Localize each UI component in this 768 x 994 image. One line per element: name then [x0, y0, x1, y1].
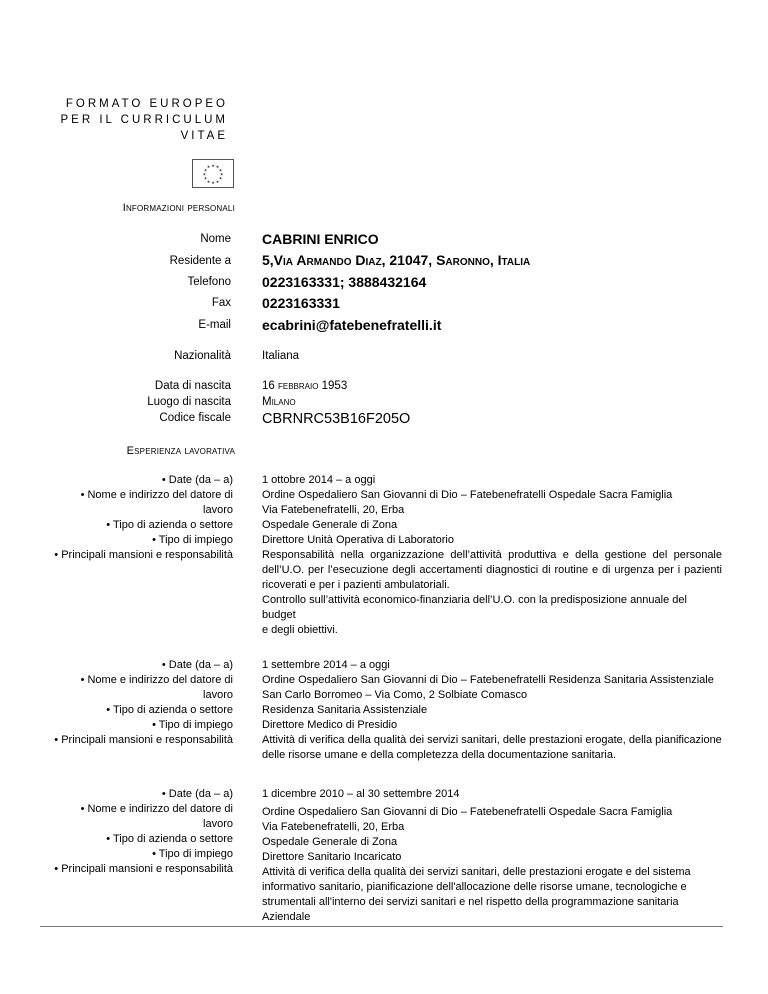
svg-text:★: ★: [218, 167, 223, 173]
name-label: Nome: [200, 233, 231, 245]
sector-label: • Tipo di azienda o settore: [106, 704, 233, 716]
eu-stars-icon: [193, 160, 233, 187]
duties-label: • Principali mansioni e responsabilità: [54, 863, 233, 875]
phone-value: 0223163331; 3888432164: [262, 274, 427, 290]
entry-dates: 1 settembre 2014 – a oggi: [262, 659, 390, 671]
nationality-label: Nazionalità: [174, 350, 231, 362]
email-label: E-mail: [198, 319, 231, 331]
entry-dates: 1 ottobre 2014 – a oggi: [262, 474, 376, 486]
svg-text:★: ★: [202, 171, 207, 177]
personal-info-heading: Informazioni personali: [122, 202, 235, 214]
dates-label: • Date (da – a): [161, 659, 233, 671]
svg-text:★: ★: [215, 178, 220, 184]
entry-sector: Ospedale Generale di Zona: [262, 836, 398, 848]
job-type-label: • Tipo di impiego: [152, 719, 233, 731]
entry-employer-address: Via Fatebenefratelli, 20, Erba: [262, 821, 405, 833]
entry-dates: 1 dicembre 2010 – al 30 settembre 2014: [262, 788, 460, 800]
experience-entry-3-labels: [33, 787, 233, 877]
employer-label: • Nome e indirizzo del datore di: [80, 803, 233, 815]
duties-label: • Principali mansioni e responsabilità: [54, 549, 233, 561]
experience-entry-2-labels: [33, 658, 233, 748]
experience-entry-3: [262, 787, 722, 925]
fax-value: 0223163331: [262, 295, 340, 311]
dates-label: • Date (da – a): [161, 474, 233, 486]
entry-duties-line: delle risorse umane e della completezza della documentazione sanitaria.: [262, 749, 617, 761]
experience-entry-1-labels: [33, 473, 233, 563]
birth-place-label: Luogo di nascita: [147, 396, 231, 408]
cv-title-line-3: VITAE: [180, 130, 228, 142]
entry-sector: Ospedale Generale di Zona: [262, 519, 398, 531]
svg-text:★: ★: [219, 171, 224, 177]
phone-label: Telefono: [187, 276, 231, 288]
entry-duties-line: ricoverati e per i pazienti ambulatoriali.: [262, 579, 450, 591]
entry-duties-line: Responsabilità nella organizzazione dell’attività produttiva e della gestione del personale: [262, 549, 722, 561]
entry-duties-line: informativo sanitario, pianificazione dell'allocazione delle risorse umane, tecnologiche e: [262, 881, 687, 893]
entry-employer: Ordine Ospedaliero San Giovanni di Dio – Fatebenefratelli Residenza Sanitaria Assistenziale: [262, 674, 714, 686]
entry-job-type: Direttore Medico di Presidio: [262, 719, 398, 731]
job-type-label: • Tipo di impiego: [152, 534, 233, 546]
entry-job-type: Direttore Unità Operativa di Laboratorio: [262, 534, 454, 546]
entry-employer: Ordine Ospedaliero San Giovanni di Dio – Fatebenefratelli Ospedale Sacra Famiglia: [262, 489, 673, 501]
sector-label: • Tipo di azienda o settore: [106, 833, 233, 845]
cv-title-line-1: FORMATO EUROPEO: [65, 98, 228, 110]
svg-text:★: ★: [218, 175, 223, 181]
entry-duties-line: Controllo sull’attività economico-finanziaria dell’U.O. con la predisposizione annuale del budget: [262, 594, 687, 621]
entry-duties-line: Attività di verifica della qualità dei servizi sanitari, delle prestazioni erogate, della pianificazione: [262, 734, 722, 746]
dates-label: • Date (da – a): [161, 788, 233, 800]
tax-code-value: CBRNRC53B16F205O: [262, 411, 411, 427]
tax-code-label: Codice fiscale: [159, 412, 231, 424]
work-experience-heading: Esperienza lavorativa: [126, 445, 235, 457]
svg-text:★: ★: [211, 180, 215, 185]
entry-duties-line: strumentali all'interno dei servizi sanitari e nel rispetto della programmazione sanitaria Aziendale: [262, 896, 679, 923]
birth-date-label: Data di nascita: [154, 380, 231, 392]
employer-label-cont: lavoro: [203, 689, 233, 701]
entry-employer-address: Via Fatebenefratelli, 20, Erba: [262, 504, 405, 516]
sector-label: • Tipo di azienda o settore: [106, 519, 233, 531]
email-value: ecabrini@fatebenefratelli.it: [262, 317, 442, 333]
entry-employer: Ordine Ospedaliero San Giovanni di Dio – Fatebenefratelli Ospedale Sacra Famiglia: [262, 806, 673, 818]
entry-employer-address: San Carlo Borromeo – Via Como, 2 Solbiate Comasco: [262, 689, 528, 701]
employer-label: • Nome e indirizzo del datore di: [80, 489, 233, 501]
svg-text:★: ★: [215, 164, 220, 170]
birth-place-value: Milano: [262, 396, 296, 408]
entry-job-type: Direttore Sanitario Incaricato: [262, 851, 402, 863]
job-type-label: • Tipo di impiego: [152, 848, 233, 860]
experience-entry-1: [262, 473, 722, 638]
employer-label: • Nome e indirizzo del datore di: [80, 674, 233, 686]
svg-text:★: ★: [203, 175, 208, 181]
svg-text:★: ★: [211, 163, 215, 168]
svg-text:★: ★: [206, 164, 211, 170]
nationality-value: Italiana: [262, 350, 300, 362]
employer-label-cont: lavoro: [203, 818, 233, 830]
entry-duties-line: e degli obiettivi.: [262, 624, 338, 636]
fax-label: Fax: [211, 297, 231, 309]
cv-title-line-2: PER IL CURRICULUM: [60, 114, 228, 126]
entry-sector: Residenza Sanitaria Assistenziale: [262, 704, 428, 716]
entry-duties-line: dell’U.O. per l’esecuzione degli accertamenti diagnostici di routine e di urgenza per i pazienti: [262, 564, 722, 576]
experience-entry-2: [262, 658, 722, 763]
eu-flag-logo: [192, 159, 234, 188]
cv-format-title: [60, 96, 228, 144]
name-value: CABRINI ENRICO: [262, 231, 379, 247]
duties-label: • Principali mansioni e responsabilità: [54, 734, 233, 746]
svg-text:★: ★: [206, 178, 211, 184]
entry-duties-line: Attività di verifica della qualità dei servizi sanitari, delle prestazioni erogate e del sistema: [262, 866, 691, 878]
birth-date-value: 16 febbraio 1953: [262, 380, 348, 392]
employer-label-cont: lavoro: [203, 504, 233, 516]
svg-text:★: ★: [203, 167, 208, 173]
residence-value: 5,Via Armando Diaz, 21047, Saronno, Italia: [262, 252, 531, 268]
residence-label: Residente a: [169, 255, 231, 267]
page-bottom-divider: [40, 926, 723, 927]
